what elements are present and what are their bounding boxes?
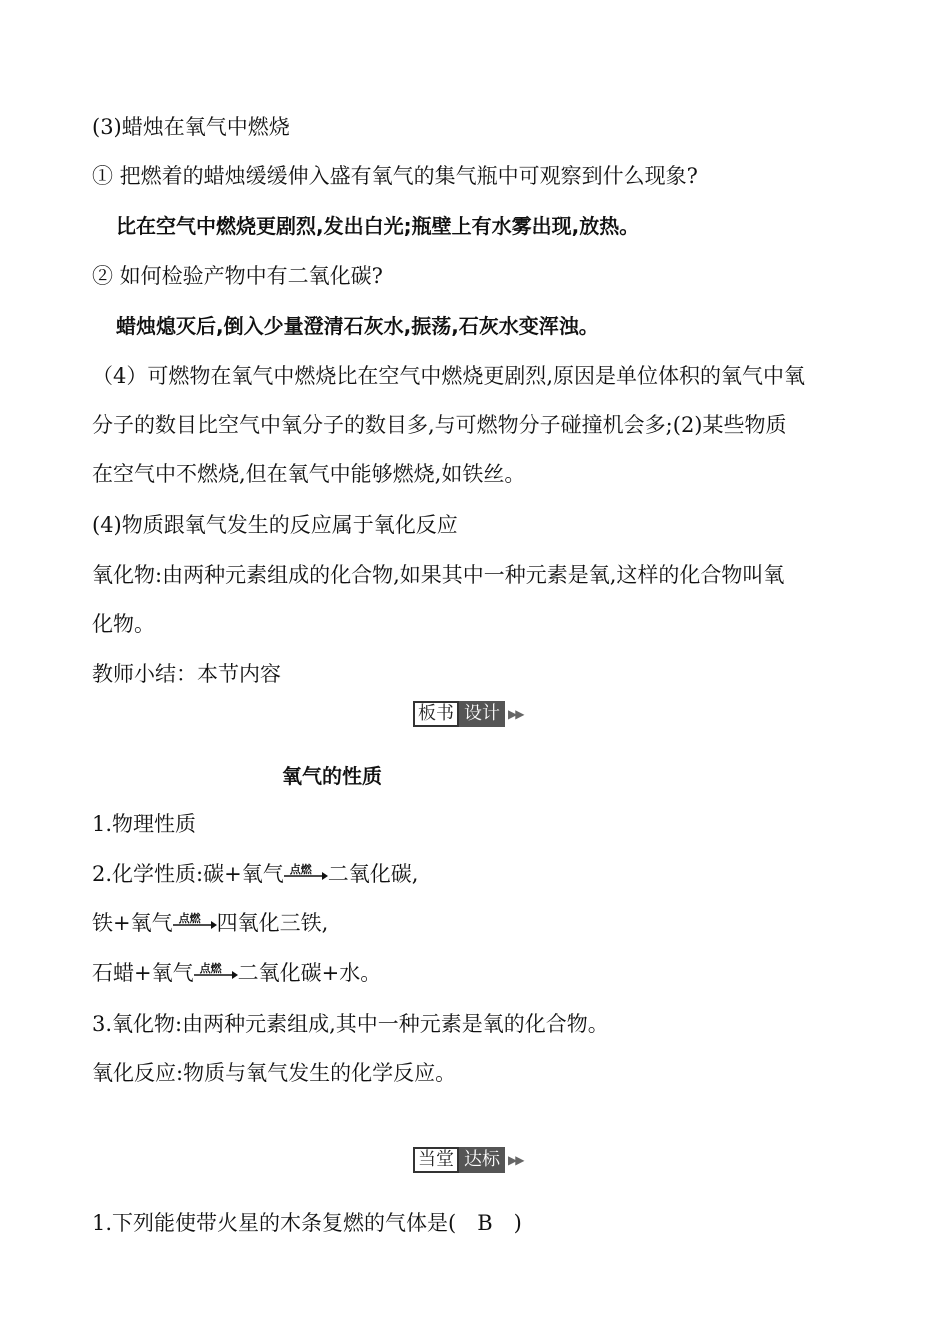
right-arrow-icon bbox=[173, 921, 217, 929]
practice-question-1: 1.下列能使带火星的木条复燃的气体是( B ) bbox=[92, 1211, 522, 1235]
answer-1: 比在空气中燃烧更剧烈,发出白光;瓶壁上有水雾出现,放热。 bbox=[116, 214, 640, 238]
definition-line: 化物。 bbox=[92, 612, 155, 636]
right-arrow-icon bbox=[284, 872, 328, 880]
board-item-reaction bbox=[92, 860, 418, 888]
board-item: 1.物理性质 bbox=[92, 812, 197, 836]
definition-line: 氧化物:由两种元素组成的化合物,如果其中一种元素是氧,这样的化合物叫氧 bbox=[92, 563, 785, 587]
right-arrow-icon bbox=[194, 971, 238, 979]
teacher-summary: 教师小结：本节内容 bbox=[92, 662, 281, 686]
double-arrow-icon: ▶▶ bbox=[508, 1153, 523, 1167]
paragraph-line: （4）可燃物在氧气中燃烧比在空气中燃烧更剧烈,原因是单位体积的氧气中氧 bbox=[92, 364, 806, 388]
reaction-arrow bbox=[194, 959, 238, 987]
board-title: 氧气的性质 bbox=[282, 764, 382, 788]
question-1: ① 把燃着的蜡烛缓缓伸入盛有氧气的集气瓶中可观察到什么现象? bbox=[92, 164, 698, 188]
banner-part1: 当堂 bbox=[413, 1147, 459, 1173]
board-item: 3.氧化物:由两种元素组成,其中一种元素是氧的化合物。 bbox=[92, 1012, 609, 1036]
reaction-products: 二氧化碳, bbox=[327, 862, 419, 886]
reaction-condition: 点燃 bbox=[199, 962, 222, 975]
banner-part1: 板书 bbox=[413, 701, 459, 727]
reaction-reactants: 2.化学性质:碳+氧气 bbox=[92, 862, 284, 886]
reaction-products: 四氧化三铁, bbox=[216, 911, 329, 935]
reaction-arrow bbox=[284, 860, 328, 888]
reaction-condition: 点燃 bbox=[178, 912, 201, 925]
paragraph-line: 分子的数目比空气中氧分子的数目多,与可燃物分子碰撞机会多;(2)某些物质 bbox=[92, 413, 787, 437]
section-heading-oxidation: (4)物质跟氧气发生的反应属于氧化反应 bbox=[92, 513, 458, 537]
double-arrow-icon: ▶▶ bbox=[508, 707, 523, 721]
practice-banner bbox=[413, 1147, 522, 1173]
board-item-reaction bbox=[92, 959, 381, 987]
section-heading-candle: (3)蜡烛在氧气中燃烧 bbox=[92, 115, 290, 139]
banner-part2: 设计 bbox=[459, 701, 505, 727]
reaction-arrow bbox=[173, 909, 217, 937]
reaction-reactants: 石蜡+氧气 bbox=[92, 961, 194, 985]
reaction-products: 二氧化碳+水。 bbox=[237, 961, 382, 985]
reaction-condition: 点燃 bbox=[289, 863, 312, 876]
answer-2: 蜡烛熄灭后,倒入少量澄清石灰水,振荡,石灰水变浑浊。 bbox=[116, 314, 599, 338]
banner-part2: 达标 bbox=[459, 1147, 505, 1173]
reaction-reactants: 铁+氧气 bbox=[92, 911, 173, 935]
board-design-banner bbox=[413, 701, 522, 727]
board-item-reaction bbox=[92, 909, 328, 937]
question-2: ② 如何检验产物中有二氧化碳? bbox=[92, 264, 383, 288]
paragraph-line: 在空气中不燃烧,但在氧气中能够燃烧,如铁丝。 bbox=[92, 462, 526, 486]
board-item: 氧化反应:物质与氧气发生的化学反应。 bbox=[92, 1061, 457, 1085]
